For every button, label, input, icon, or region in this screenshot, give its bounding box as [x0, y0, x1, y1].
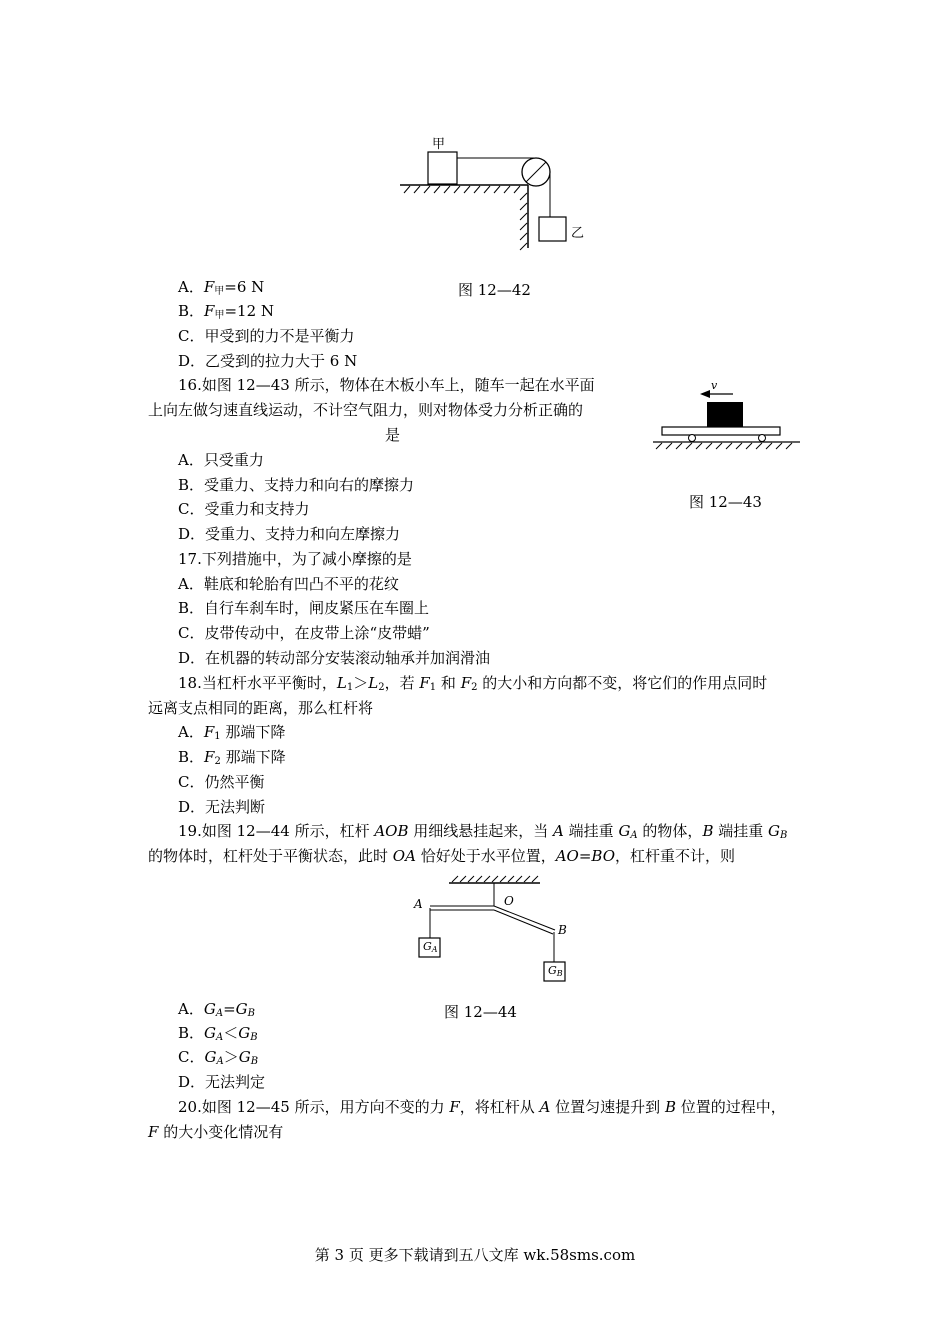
q16-stem-line3: 是 — [385, 426, 401, 444]
q15-option-c: C．甲受到的力不是平衡力 — [178, 327, 355, 345]
point-o-label: O — [504, 894, 514, 908]
q16-option-c: C．受重力和支持力 — [178, 500, 310, 518]
figure-caption-12-43: 图 12—43 — [689, 493, 762, 511]
figure-caption-12-44: 图 12—44 — [444, 1003, 517, 1021]
q18-option-c: C．仍然平衡 — [178, 773, 265, 791]
q20-stem-line2: F 的大小变化情况有 — [148, 1123, 284, 1141]
q16-option-b: B．受重力、支持力和向右的摩擦力 — [178, 476, 415, 494]
q16-stem-line1: 16.如图 12—43 所示，物体在木板小车上，随车一起在水平面 — [178, 376, 595, 394]
q15-option-b: B．$F_甲=12$ N — [178, 302, 275, 321]
q18-stem-line2: 远离支点相同的距离，那么杠杆将 — [148, 699, 374, 717]
q15-option-a: A．$F_甲=6$ N — [178, 278, 265, 297]
q19-stem-line1: 19.如图 12—44 所示，杠杆 AOB 用细线悬挂起来，当 A 端挂重 $G_A$ 的物体，B 端挂重 $G_B$ — [178, 822, 788, 841]
q17-stem: 17.下列措施中，为了减小摩擦的是 — [178, 550, 412, 568]
velocity-label: v — [711, 379, 718, 392]
figure-caption-12-42: 图 12—42 — [458, 281, 531, 299]
label-jia: 甲 — [432, 137, 446, 152]
q17-option-d: D．在机器的转动部分安装滚动轴承并加润滑油 — [178, 649, 491, 667]
q16-stem-line2: 上向左做匀速直线运动，不计空气阻力，则对物体受力分析正确的 — [148, 401, 584, 419]
page-footer: 第 3 页 更多下载请到五八文库 wk.58sms.com — [314, 1246, 636, 1264]
label-yi: 乙 — [571, 226, 585, 241]
q19-option-a: A．$G_A=G_B$ — [178, 1000, 255, 1019]
weight-ga-label: $G_A$ — [423, 940, 438, 954]
q15-option-d: D．乙受到的拉力大于 6 N — [178, 352, 358, 370]
q19-option-b: B．$G_A<G_B$ — [178, 1024, 258, 1043]
q18-stem-line1: 18.当杠杆水平平衡时，$L_1>L_2$，若 $F_1$ 和 $F_2$ 的大小和方向都不变，将它们的作用点同时 — [178, 674, 768, 693]
q19-option-c: C．$G_A>G_B$ — [178, 1048, 259, 1067]
q18-option-b: B．$F_2$ 那端下降 — [178, 748, 286, 767]
q17-option-b: B．自行车刹车时，闸皮紧压在车圈上 — [178, 599, 430, 617]
q19-stem-line2: 的物体时，杠杆处于平衡状态，此时 OA 恰好处于水平位置，AO=BO，杠杆重不计，则 — [148, 847, 736, 865]
point-b-label: B — [558, 923, 567, 937]
point-a-label: A — [414, 897, 423, 911]
q16-option-d: D．受重力、支持力和向左摩擦力 — [178, 525, 401, 543]
q18-option-a: A．$F_1$ 那端下降 — [178, 723, 286, 742]
q20-stem-line1: 20.如图 12—45 所示，用方向不变的力 F，将杠杆从 A 位置匀速提升到 B 位置的过程中， — [178, 1098, 786, 1116]
q19-option-d: D．无法判定 — [178, 1073, 266, 1091]
q18-option-d: D．无法判断 — [178, 798, 266, 816]
q17-option-c: C．皮带传动中，在皮带上涂“皮带蜡” — [178, 624, 430, 642]
weight-gb-label: $G_B$ — [548, 964, 563, 978]
q17-option-a: A．鞋底和轮胎有凹凸不平的花纹 — [178, 575, 399, 593]
q16-option-a: A．只受重力 — [178, 451, 264, 469]
